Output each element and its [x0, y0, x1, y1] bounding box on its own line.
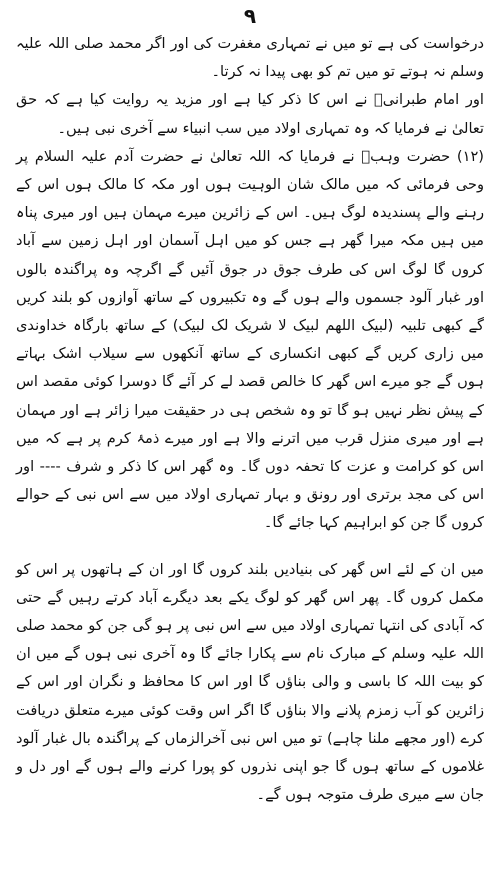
paragraph-1: درخواست کی ہے تو میں نے تمہاری مغفرت کی اور اگر محمد صلی اللہ علیہ وسلم نہ ہوتے تو میں تم کو بھی پیدا نہ کرتا۔ [16, 35, 484, 81]
page-number: ۹ [243, 4, 257, 28]
paragraph-3: (۱۲) حضرت وہبؒ نے فرمایا کہ اللہ تعالیٰ نے حضرت آدم علیہ السلام پر وحی فرمائی کہ میں مالک شان الوہیت ہوں اور مکہ کا مالک ہوں اس کے رہنے والے پسندیدہ لوگ ہیں۔ اس کے زائرین میرے مہمان ہیں اور میری پناہ میں ہیں مکہ میرا گھر ہے جس کو میں اہل آسمان اور اہل زمین سے آباد کروں گا لوگ اس کی طرف جوق در جوق آئیں گے اگرچہ وہ پراگندہ بالوں اور غبار آلود جسموں والے ہوں گے وہ تکبیروں کے ساتھ آوازوں کو بلند کریں گے کبھی تلبیہ (لبیک اللھم لبیک لا شریک لک لبیک) کے ساتھ بارگاہ خداوندی میں زاری کریں گے کبھی انکساری کے ساتھ آنکھوں سے سیلاب اشک بہاتے ہوں گے جو میرے اس گھر کا خالص قصد لے کر آئے گا دوسرا کوئی مقصد اس کے پیش نظر نہیں ہو گا تو وہ شخص ہی در حقیقت میرا زائر ہے اور مہمان ہے اور میری منزل قرب میں اترنے والا ہے اور میرے ذمۂ کرم پر ہے کہ میں اس کو کرامت و عزت کا تحفہ دوں گا۔ وہ گھر اس کا ذکر و شرف ---- اور اس کی مجد برتری اور رونق و بہار تمہاری اولاد میں سے اس نبی کے حوالے کروں گا جن کو ابراہیم کہا جائے گا۔ [16, 147, 484, 532]
paragraph-gap [16, 538, 484, 556]
paragraph-2: اور امام طبرانیؒ نے اس کا ذکر کیا ہے اور مزید یہ روایت کیا ہے کہ حق تعالیٰ نے فرمایا کہ وہ تمہاری اولاد میں سب انبیاء سے آخری نبی ہیں۔ [16, 91, 484, 137]
paragraph-4: میں ان کے لئے اس گھر کی بنیادیں بلند کروں گا اور ان کے ہاتھوں پر اس کو مکمل کروں گا۔ پھر اس گھر کو لوگ یکے بعد دیگرے آباد کرتے رہیں گے حتی کہ آبادی کی انتہا تمہاری اولاد میں سے اس نبی پر ہو گی جن کو محمد صلی اللہ علیہ وسلم کے مبارک نام سے پکارا جائے گا وہ آخری نبی ہوں گے میں ان کو بیت اللہ کا باسی و والی بناؤں گا اور اس کا محافظ و نگران اور اس کے زائرین کو آب زمزم پلانے والا بناؤں گا اگر اس وقت کوئی میرے متعلق دریافت کرے (اور مجھے ملنا چاہے) تو میں اس نبی آخرالزماں کے پراگندہ بال غبار آلود غلاموں کے ساتھ ہوں گا جو اپنی نذروں کو پورا کرنے والے ہوں گے اور دل و جان سے میری طرف متوجہ ہوں گے۔ [16, 560, 484, 804]
body-text [16, 30, 484, 809]
